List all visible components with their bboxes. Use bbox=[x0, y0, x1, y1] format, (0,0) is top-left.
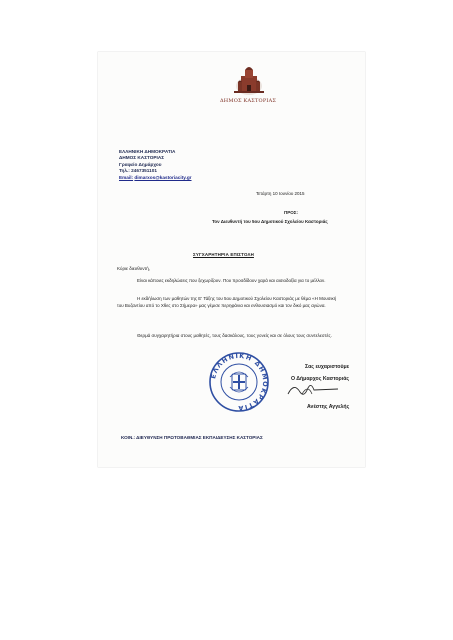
letterhead-municipality: ΔΗΜΟΣ ΚΑΣΤΟΡΙΑΣ bbox=[119, 155, 165, 161]
letterhead-office: Γραφείο Δημάρχου bbox=[119, 161, 162, 167]
subject-title: ΣΥΓΧΑΡΗΤΗΡΙΑ ΕΠΙΣΤΟΛΗ bbox=[193, 252, 254, 257]
paragraph-3: Θερμά συγχαρητήρια στους μαθητές, τους δασκάλους, τους γονείς και σε όλους τους συντελεστές. bbox=[137, 333, 332, 338]
letterhead-block bbox=[119, 149, 192, 181]
seal-text: ΕΛΛΗΝΙΚΗ ΔΗΜΟΚΡΑΤΙΑ bbox=[209, 351, 270, 413]
handwritten-signature bbox=[284, 380, 342, 400]
letterhead-country: ΕΛΛΗΝΙΚΗ ΔΗΜΟΚΡΑΤΙΑ bbox=[119, 149, 176, 154]
cc-line: ΚΟΙΝ.: ΔΙΕΥΘΥΝΣΗ ΠΡΩΤΟΒΑΘΜΙΑΣ ΕΚΠΑΙΔΕΥΣΗΣ ΚΑΣΤΟΡΙΑΣ bbox=[121, 435, 263, 440]
letterhead-email-row bbox=[119, 175, 192, 181]
email-label: Email: bbox=[119, 174, 134, 180]
closing-thanks: Σας ευχαριστούμε bbox=[305, 364, 350, 370]
municipality-logo bbox=[219, 58, 279, 98]
salutation: Κύριε διευθυντή, bbox=[117, 266, 150, 271]
recipient: Τον Διευθυντή του 5ου Δημοτικού Σχολείου Καστοριάς bbox=[212, 219, 328, 224]
letter-page bbox=[98, 52, 365, 467]
letterhead-phone: Τηλ.: 2467351101 bbox=[119, 168, 157, 174]
to-label: ΠΡΟΣ: bbox=[284, 210, 298, 215]
email-link[interactable]: dimarxos@kastoriacity.gr bbox=[134, 174, 192, 180]
closing-title: Ο Δήμαρχος Καστοριάς bbox=[291, 376, 350, 382]
signatory-name: Ανέστης Αγγελής bbox=[307, 404, 350, 410]
official-seal bbox=[208, 351, 270, 413]
paragraph-1: Είναι κάποιες εκδηλώσεις που ξεχωρίζουν. Που προσδίδουν χαρά και αισιοδοξία για το μέλλον. bbox=[137, 278, 326, 283]
logo-caption: ΔΗΜΟΣ ΚΑΣΤΟΡΙΑΣ bbox=[220, 98, 277, 104]
paragraph-2: Η εκδήλωση των μαθητών της Ε' Τάξης του 5ου Δημοτικού Σχολείου Καστοριάς με θέμα «Η Μουσική του Βυζαντίου από το Χθες στο Σήμερα» μας γέμισε περηφάνια και ενθουσιασμό και τον δικό μας αγώνα. bbox=[117, 296, 337, 309]
letter-date: Τετάρτη 10 Ιουνίου 2015 bbox=[256, 191, 305, 196]
